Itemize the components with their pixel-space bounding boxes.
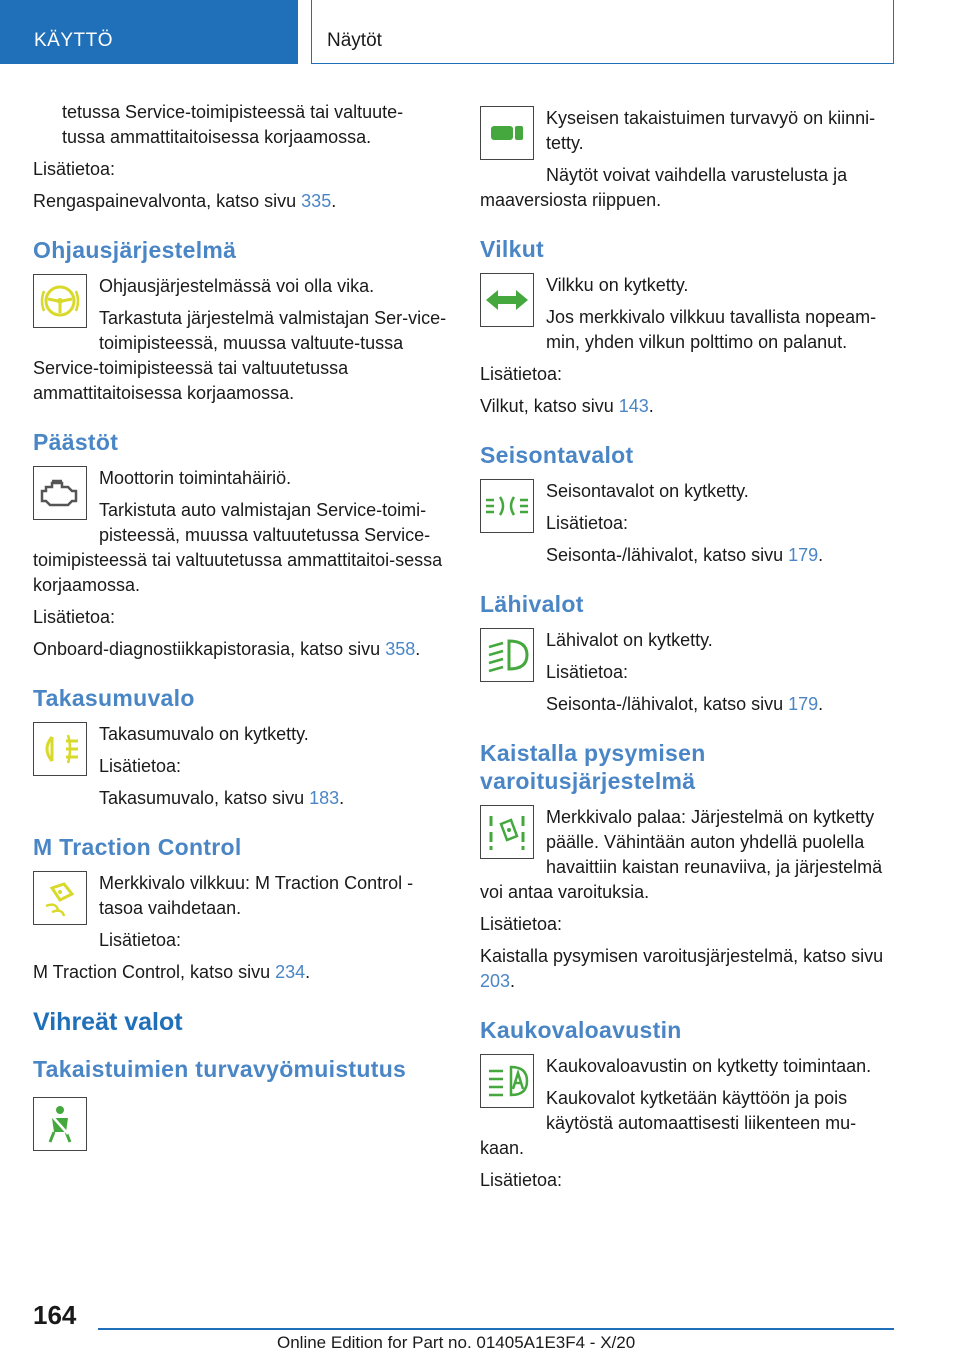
left-column	[33, 100, 453, 1155]
traction-control-icon	[33, 871, 87, 925]
emissions-p2: Tarkistuta auto valmistajan Service-toimi-pisteessä, muussa valtuutetussa Service-toimipisteessä tai valtuutetussa ammattitaitoi-sessa korjaamossa.	[33, 500, 443, 595]
traction-heading: M Traction Control	[33, 834, 242, 860]
chapter-label: Näytöt	[327, 30, 382, 51]
rear-seatbelt-icon	[480, 106, 534, 160]
fog-ref: Takasumuvalo, katso sivu 183.	[99, 788, 345, 808]
traction-p1: Merkkivalo vilkkuu: M Traction Control -tasoa vaihdetaan.	[99, 873, 414, 918]
steering-warning-icon	[33, 274, 87, 328]
more-info-label: Lisätietoa:	[546, 662, 629, 682]
chapter-tab[interactable]	[311, 0, 894, 64]
seatbelt-p1: Kyseisen takaistuimen turvavyö on kiinni-tetty.	[546, 108, 876, 153]
edition-text: Online Edition for Part no. 01405A1E3F4 - X/20	[277, 1333, 636, 1352]
section-label: KÄYTTÖ	[34, 30, 114, 51]
more-info-label: Lisätietoa:	[33, 159, 116, 179]
highbeam-heading: Kaukovaloavustin	[480, 1017, 682, 1043]
page-link[interactable]: 203	[480, 971, 511, 991]
rear-fog-icon	[33, 722, 87, 776]
steering-p1: Ohjausjärjestelmässä voi olla vika.	[99, 276, 375, 296]
obd-ref: Onboard-diagnostiikkapistorasia, katso sivu 358.	[33, 639, 421, 659]
tire-pressure-ref: Rengaspainevalvonta, katso sivu 335.	[33, 191, 337, 211]
turn-ref: Vilkut, katso sivu 143.	[480, 396, 654, 416]
parking-ref: Seisonta-/lähivalot, katso sivu 179.	[546, 545, 824, 565]
low-beam-heading: Lähivalot	[480, 591, 584, 617]
more-info-label: Lisätietoa:	[33, 607, 116, 627]
page-link[interactable]: 143	[618, 396, 649, 416]
more-info-label: Lisätietoa:	[99, 756, 182, 776]
low-beam-icon	[480, 628, 534, 682]
parking-heading: Seisontavalot	[480, 442, 634, 468]
section-tab[interactable]	[0, 0, 298, 64]
highbeam-p2: Kaukovalot kytketään käyttöön ja pois käytöstä automaattisesti liikenteen mu-kaan.	[480, 1088, 857, 1158]
more-info-label: Lisätietoa:	[480, 364, 563, 384]
continued-text: tetussa Service-toimipisteessä tai valtuute- tussa ammattitaitoisessa korjaamossa.	[62, 102, 404, 147]
emissions-p1: Moottorin toimintahäiriö.	[99, 468, 292, 488]
turn-heading: Vilkut	[480, 236, 545, 262]
page-link[interactable]: 234	[275, 962, 306, 982]
lane-departure-icon	[480, 805, 534, 859]
seatbelt-green-icon	[33, 1097, 87, 1151]
more-info-label: Lisätietoa:	[99, 930, 182, 950]
more-info-label: Lisätietoa:	[480, 914, 563, 934]
seatbelt-p2: Näytöt voivat vaihdella varustelusta ja maaversiosta riippuen.	[480, 165, 848, 210]
steering-p2: Tarkastuta järjestelmä valmistajan Ser-vice-toimipisteessä, muussa valtuute-tussa Service-toimipisteessä tai valtuutetussa ammattitaitoisessa korjaamossa.	[33, 308, 447, 403]
turn-p1: Vilkku on kytketty.	[546, 275, 689, 295]
high-beam-assist-icon	[480, 1054, 534, 1108]
traction-ref: M Traction Control, katso sivu 234.	[33, 962, 311, 982]
turn-p2: Jos merkkivalo vilkkuu tavallista nopeam-min, yhden vilkun polttimo on palanut.	[546, 307, 877, 352]
low-beam-p1: Lähivalot on kytketty.	[546, 630, 713, 650]
fog-p1: Takasumuvalo on kytketty.	[99, 724, 309, 744]
page-number: 164	[33, 1300, 77, 1330]
page-header	[0, 0, 960, 66]
page-link[interactable]: 335	[301, 191, 332, 211]
engine-icon	[33, 466, 87, 520]
page-link[interactable]: 179	[788, 694, 819, 714]
fog-heading: Takasumuvalo	[33, 685, 195, 711]
turn-signal-icon	[480, 273, 534, 327]
seatbelt-heading: Takaistuimien turvavyömuistutus	[33, 1056, 407, 1082]
green-lights-heading: Vihreät valot	[33, 1008, 183, 1036]
page-link[interactable]: 183	[309, 788, 340, 808]
highbeam-p1: Kaukovaloavustin on kytketty toimintaan.	[546, 1056, 872, 1076]
footer-divider	[98, 1328, 894, 1330]
parking-lights-icon	[480, 479, 534, 533]
lane-ref: Kaistalla pysymisen varoitusjärjestelmä, katso sivu 203.	[480, 946, 884, 991]
lane-heading: Kaistalla pysymisen varoitusjärjestelmä	[480, 740, 706, 794]
parking-p1: Seisontavalot on kytketty.	[546, 481, 749, 501]
emissions-heading: Päästöt	[33, 429, 119, 455]
lane-p1: Merkkivalo palaa: Järjestelmä on kytketty päälle. Vähintään auton yhdellä puolella havaittiin kaistan reunaviiva, ja järjestelmä voi antaa varoituksia.	[480, 807, 883, 902]
more-info-label: Lisätietoa:	[480, 1170, 563, 1190]
page-link[interactable]: 179	[788, 545, 819, 565]
low-beam-ref: Seisonta-/lähivalot, katso sivu 179.	[546, 694, 824, 714]
steering-heading: Ohjausjärjestelmä	[33, 237, 237, 263]
page-link[interactable]: 358	[385, 639, 416, 659]
right-column	[480, 106, 900, 1193]
more-info-label: Lisätietoa:	[546, 513, 629, 533]
